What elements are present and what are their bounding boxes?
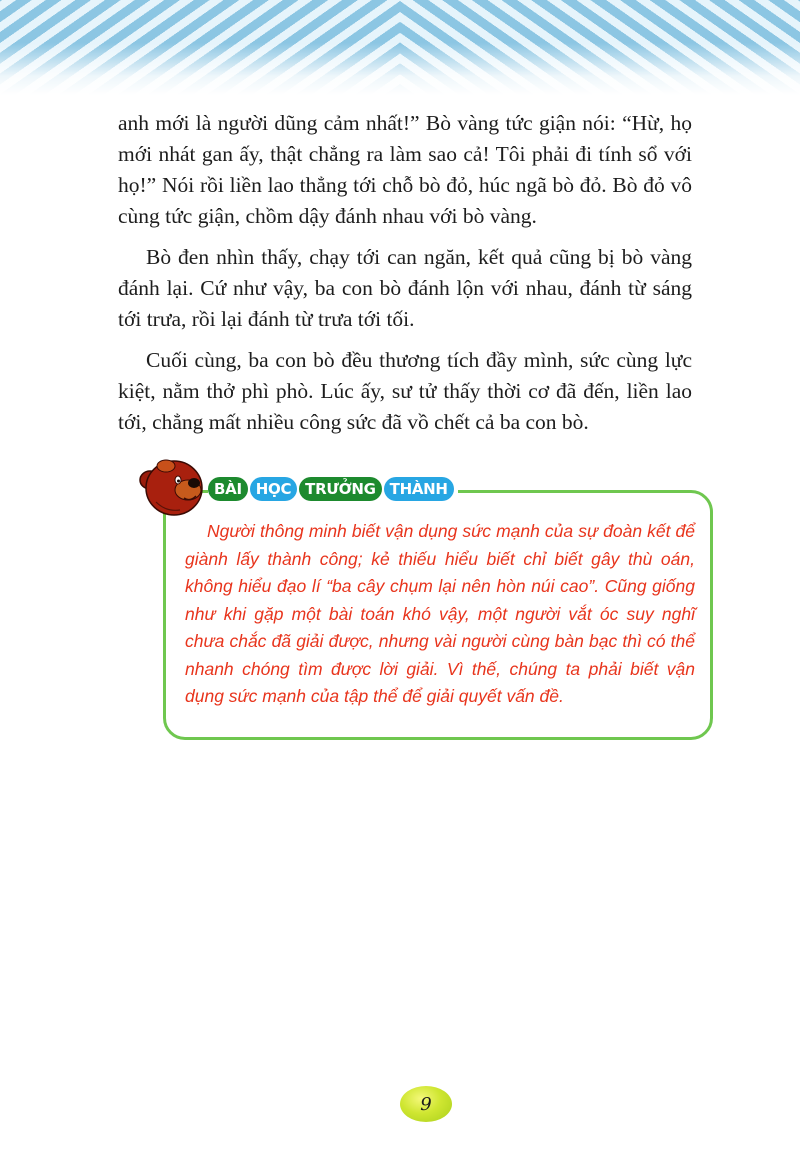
- story-paragraph: anh mới là người dũng cảm nhất!” Bò vàng tức giận nói: “Hừ, họ mới nhát gan ấy, thật chẳng ra làm sao cả! Tôi phải đi tính sổ với họ!” Nói rồi liền lao thẳng tới chỗ bò đỏ, húc ngã bò đỏ. Bò đỏ vô cùng tức giận, chồm dậy đánh nhau với bò vàng.: [118, 111, 692, 228]
- header-chevron-pattern: [400, 0, 800, 95]
- lesson-text: Người thông minh biết vận dụng sức mạnh của sự đoàn kết để giành lấy thành công; kẻ thiếu hiểu biết chỉ biết gây thù oán, không hiểu đạo lí “ba cây chụm lại nên hòn núi cao”. Cũng giống như khi gặp một bài toán khó vậy, một người vắt óc suy nghĩ chưa chắc đã giải được, nhưng vài người cùng bàn bạc thì có thể nhanh chóng tìm được lời giải. Vì thế, chúng ta phải biết vận dụng sức mạnh của tập thể để giải quyết vấn đề.: [185, 521, 695, 706]
- story-paragraph: Bò đen nhìn thấy, chạy tới can ngăn, kết quả cũng bị bò vàng đánh lại. Cứ như vậy, ba con bò đánh lộn với nhau, đánh từ sáng tới trưa, rồi lại đánh từ trưa tới tối.: [118, 245, 692, 331]
- page-number: [400, 1086, 452, 1122]
- lesson-title-part: TRƯỞNG: [299, 477, 381, 501]
- page-number-label: 9: [420, 1093, 432, 1115]
- header-decoration: [0, 0, 800, 95]
- bear-head-icon: [136, 452, 216, 522]
- story-paragraph: Cuối cùng, ba con bò đều thương tích đầy mình, sức cùng lực kiệt, nằm thở phì phò. Lúc ấy, sư tử thấy thời cơ đã đến, liền lao tới, chẳng mất nhiều công sức đã vồ chết cả ba con bò.: [118, 348, 692, 434]
- lesson-title-part: BÀI: [208, 477, 248, 501]
- lesson-title-part: HỌC: [250, 477, 297, 501]
- story-text: [118, 108, 692, 448]
- lesson-title-part: THÀNH: [384, 477, 454, 501]
- lesson-title: [208, 477, 458, 501]
